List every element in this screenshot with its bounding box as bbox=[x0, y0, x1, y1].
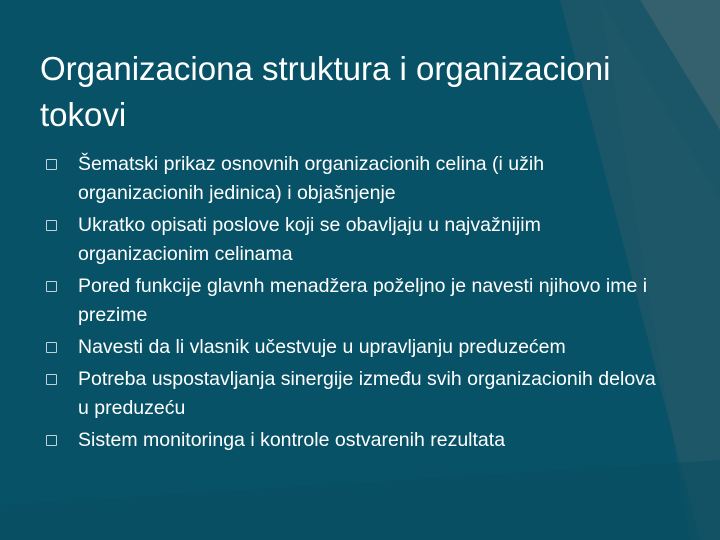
bullet-item bbox=[46, 426, 666, 455]
bullet-item bbox=[46, 365, 666, 423]
bullet-text: Potreba uspostavljanja sinergije između svih organizacionih delova u preduzeću bbox=[78, 368, 656, 419]
bullet-item bbox=[46, 150, 666, 208]
square-bullet-icon bbox=[46, 374, 57, 385]
bullet-text: Pored funkcije glavnh menadžera poželjno je navesti njihovo ime i prezime bbox=[78, 275, 648, 326]
bullet-text: Ukratko opisati poslove koji se obavljaju u najvažnijim organizacionim celinama bbox=[78, 214, 541, 265]
bullet-item bbox=[46, 211, 666, 269]
square-bullet-icon bbox=[46, 159, 57, 170]
bullet-text: Navesti da li vlasnik učestvuje u upravljanju preduzećem bbox=[78, 336, 566, 358]
square-bullet-icon bbox=[46, 281, 57, 292]
bullet-list bbox=[46, 150, 666, 458]
bullet-item bbox=[46, 333, 666, 362]
square-bullet-icon bbox=[46, 220, 57, 231]
bullet-text: Sistem monitoringa i kontrole ostvarenih rezultata bbox=[78, 429, 506, 451]
bullet-item bbox=[46, 272, 666, 330]
square-bullet-icon bbox=[46, 435, 57, 446]
bullet-text: Šematski prikaz osnovnih organizacionih celina (i užih organizacionih jedinica) i objašnjenje bbox=[78, 153, 545, 204]
slide-title: Organizaciona struktura i organizacioni tokovi bbox=[40, 50, 611, 134]
square-bullet-icon bbox=[46, 342, 57, 353]
